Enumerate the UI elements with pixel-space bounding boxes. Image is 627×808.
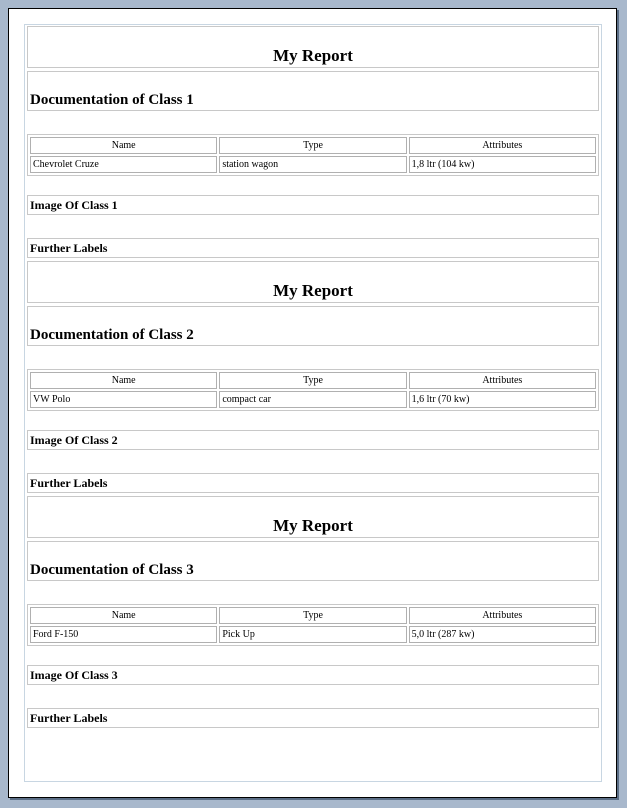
cell-attributes: 1,6 ltr (70 kw) <box>409 391 596 408</box>
column-header-name: Name <box>30 607 217 624</box>
column-header-type: Type <box>219 607 406 624</box>
cell-attributes: 1,8 ltr (104 kw) <box>409 156 596 173</box>
table-header-row <box>30 607 596 624</box>
cell-type: compact car <box>219 391 406 408</box>
cell-type: station wagon <box>219 156 406 173</box>
class-image-heading: Image Of Class 1 <box>27 195 599 215</box>
table-row <box>30 391 596 408</box>
report-title: My Report <box>27 261 599 303</box>
column-header-name: Name <box>30 137 217 154</box>
further-labels-heading: Further Labels <box>27 473 599 493</box>
class-image-heading: Image Of Class 3 <box>27 665 599 685</box>
further-labels-heading: Further Labels <box>27 708 599 728</box>
column-header-type: Type <box>219 372 406 389</box>
column-header-attributes: Attributes <box>409 137 596 154</box>
report-title: My Report <box>27 26 599 68</box>
class-documentation-heading: Documentation of Class 3 <box>27 541 599 581</box>
table-row <box>30 156 596 173</box>
class-table <box>27 369 599 411</box>
cell-type: Pick Up <box>219 626 406 643</box>
column-header-attributes: Attributes <box>409 372 596 389</box>
class-table <box>27 604 599 646</box>
table-header-row <box>30 137 596 154</box>
report-page <box>8 8 617 798</box>
class-table <box>27 134 599 176</box>
further-labels-heading: Further Labels <box>27 238 599 258</box>
column-header-type: Type <box>219 137 406 154</box>
cell-name: VW Polo <box>30 391 217 408</box>
column-header-name: Name <box>30 372 217 389</box>
cell-name: Ford F-150 <box>30 626 217 643</box>
class-documentation-heading: Documentation of Class 1 <box>27 71 599 111</box>
table-header-row <box>30 372 596 389</box>
class-image-heading: Image Of Class 2 <box>27 430 599 450</box>
report-title: My Report <box>27 496 599 538</box>
column-header-attributes: Attributes <box>409 607 596 624</box>
class-documentation-heading: Documentation of Class 2 <box>27 306 599 346</box>
cell-name: Chevrolet Cruze <box>30 156 217 173</box>
cell-attributes: 5,0 ltr (287 kw) <box>409 626 596 643</box>
table-row <box>30 626 596 643</box>
